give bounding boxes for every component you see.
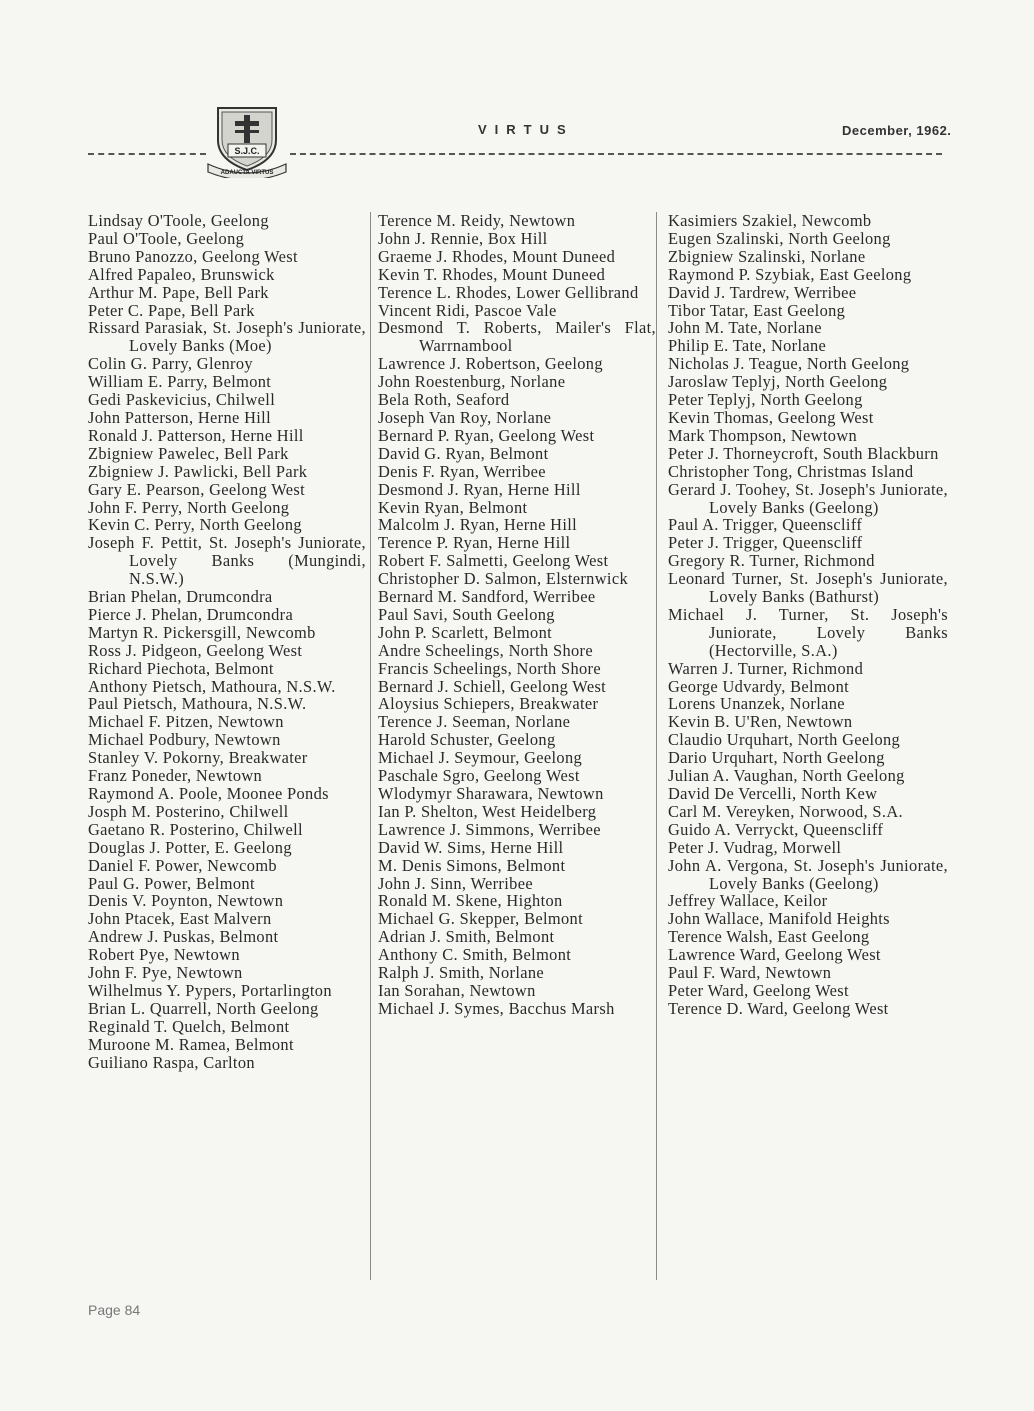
list-item: Graeme J. Rhodes, Mount Duneed (378, 246, 616, 266)
list-item: Desmond J. Ryan, Herne Hill (378, 479, 581, 499)
magazine-title: VIRTUS (478, 122, 574, 137)
list-item: Jaroslaw Teplyj, North Geelong (668, 372, 888, 392)
list-item: Colin G. Parry, Glenroy (88, 354, 253, 374)
list-item: John J. Rennie, Box Hill (378, 228, 548, 248)
list-item: Michael F. Pitzen, Newtown (88, 712, 284, 732)
list-item: Francis Scheelings, North Shore (378, 658, 601, 678)
list-item: Tibor Tatar, East Geelong (668, 300, 846, 320)
list-item: Zbigniew Pawelec, Bell Park (88, 443, 289, 463)
list-item: Ronald J. Patterson, Herne Hill (88, 425, 304, 445)
list-item: Gaetano R. Posterino, Chilwell (88, 819, 303, 839)
list-item: Paul Pietsch, Mathoura, N.S.W. (88, 694, 307, 714)
list-item: Dario Urquhart, North Geelong (668, 748, 885, 768)
list-item: Robert F. Salmetti, Geelong West (378, 551, 609, 571)
list-item: Zbigniew J. Pawlicki, Bell Park (88, 461, 308, 481)
list-item: Paul Savi, South Geelong (378, 604, 555, 624)
list-item: Raymond A. Poole, Moonee Ponds (88, 784, 329, 803)
list-item: Christopher Tong, Christmas Island (668, 461, 914, 481)
list-item: Michael J. Symes, Bacchus Marsh (378, 998, 615, 1018)
list-item: Anthony Pietsch, Mathoura, N.S.W. (88, 676, 336, 696)
list-item: Wilhelmus Y. Pypers, Portarlington (88, 980, 332, 1000)
list-item: Kasimiers Szakiel, Newcomb (668, 211, 872, 230)
list-item: Rissard Parasiak, St. Joseph's Juniorate, Lovely Banks (Moe) (88, 318, 366, 356)
list-item: John Ptacek, East Malvern (88, 909, 272, 929)
list-item: Lawrence J. Simmons, Werribee (378, 819, 601, 839)
list-item: David W. Sims, Herne Hill (378, 837, 564, 857)
list-item: Michael J. Turner, St. Joseph's Juniorate, Lovely Banks (Hectorville, S.A.) (668, 604, 948, 660)
list-item: Daniel F. Power, Newcomb (88, 855, 277, 875)
list-item: Joseph Van Roy, Norlane (378, 407, 552, 427)
list-item: Bernard P. Ryan, Geelong West (378, 425, 595, 445)
list-item: Paul O'Toole, Geelong (88, 228, 245, 248)
page-number: Page 84 (88, 1302, 141, 1318)
list-item: Bernard J. Schiell, Geelong West (378, 676, 607, 696)
list-item: Bernard M. Sandford, Werribee (378, 587, 596, 607)
list-item: Warren J. Turner, Richmond (668, 658, 864, 678)
list-item: Kevin C. Perry, North Geelong (88, 515, 302, 535)
list-item: Brian L. Quarrell, North Geelong (88, 998, 319, 1018)
list-item: Guido A. Verryckt, Queenscliff (668, 819, 884, 839)
list-item: George Udvardy, Belmont (668, 676, 850, 696)
list-item: Terence J. Seeman, Norlane (378, 712, 571, 732)
list-item: Lawrence J. Robertson, Geelong (378, 354, 603, 374)
list-item: Vincent Ridi, Pascoe Vale (378, 300, 557, 320)
list-item: William E. Parry, Belmont (88, 372, 272, 392)
list-item: Nicholas J. Teague, North Geelong (668, 354, 910, 374)
list-item: Terence Walsh, East Geelong (668, 927, 870, 947)
name-column-2 (378, 212, 656, 1018)
list-item: John M. Tate, Norlane (668, 318, 822, 338)
list-item: Guiliano Raspa, Carlton (88, 1052, 255, 1072)
list-item: Richard Piechota, Belmont (88, 658, 274, 678)
list-item: Brian Phelan, Drumcondra (88, 587, 273, 607)
list-item: Bruno Panozzo, Geelong West (88, 246, 298, 266)
list-item: Zbigniew Szalinski, Norlane (668, 246, 866, 266)
list-item: Terence P. Ryan, Herne Hill (378, 533, 571, 553)
list-item: John F. Pye, Newtown (88, 963, 243, 983)
list-item: John Roestenburg, Norlane (378, 372, 566, 392)
list-item: Ian Sorahan, Newtown (378, 980, 536, 1000)
header-rule-left (88, 153, 206, 155)
list-item: Raymond P. Szybiak, East Geelong (668, 264, 912, 284)
list-item: Ian P. Shelton, West Heidelberg (378, 801, 597, 821)
list-item: Gary E. Pearson, Geelong West (88, 479, 306, 499)
list-item: Ralph J. Smith, Norlane (378, 963, 545, 983)
list-item: John A. Vergona, St. Joseph's Juniorate, Lovely Banks (Geelong) (668, 855, 948, 893)
list-item: M. Denis Simons, Belmont (378, 855, 566, 875)
list-item: Peter J. Thorneycroft, South Blackburn (668, 443, 939, 463)
list-item: John P. Scarlett, Belmont (378, 622, 553, 642)
list-item: Paschale Sgro, Geelong West (378, 766, 580, 786)
list-item: Ross J. Pidgeon, Geelong West (88, 640, 303, 660)
list-item: Andrew J. Puskas, Belmont (88, 927, 279, 947)
list-item: John J. Sinn, Werribee (378, 873, 533, 893)
list-item: Martyn R. Pickersgill, Newcomb (88, 622, 316, 642)
list-item: Paul A. Trigger, Queenscliff (668, 515, 863, 535)
list-item: Terence D. Ward, Geelong West (668, 998, 889, 1018)
list-item: John Wallace, Manifold Heights (668, 909, 890, 929)
list-item: Pierce J. Phelan, Drumcondra (88, 604, 294, 624)
list-item: Andre Scheelings, North Shore (378, 640, 593, 660)
list-item: Terence L. Rhodes, Lower Gellibrand (378, 282, 639, 302)
name-column-1 (88, 212, 366, 1072)
list-item: Robert Pye, Newtown (88, 945, 240, 965)
list-item: Mark Thompson, Newtown (668, 425, 858, 445)
list-item: Malcolm J. Ryan, Herne Hill (378, 515, 578, 535)
list-item: Terence M. Reidy, Newtown (378, 211, 576, 230)
list-item: Lorens Unanzek, Norlane (668, 694, 845, 714)
list-item: Aloysius Schiepers, Breakwater (378, 694, 599, 714)
list-item: Peter J. Vudrag, Morwell (668, 837, 842, 857)
list-item: Eugen Szalinski, North Geelong (668, 228, 891, 248)
list-item: John Patterson, Herne Hill (88, 407, 271, 427)
list-item: David G. Ryan, Belmont (378, 443, 549, 463)
school-crest-icon (204, 104, 290, 178)
list-item: Lawrence Ward, Geelong West (668, 945, 881, 965)
list-item: Joseph F. Pettit, St. Joseph's Juniorate, Lovely Banks (Mungindi, N.S.W.) (88, 533, 366, 589)
column-divider (370, 212, 371, 1280)
list-item: Reginald T. Quelch, Belmont (88, 1016, 290, 1036)
list-item: Muroone M. Ramea, Belmont (88, 1034, 294, 1054)
crest-motto: ADAUCTA VIRTUS (220, 170, 274, 176)
list-item: Denis F. Ryan, Werribee (378, 461, 546, 481)
list-item: Kevin Ryan, Belmont (378, 497, 528, 517)
list-item: Josph M. Posterino, Chilwell (88, 801, 289, 821)
list-item: John F. Perry, North Geelong (88, 497, 290, 517)
list-item: Douglas J. Potter, E. Geelong (88, 837, 292, 857)
list-item: Paul F. Ward, Newtown (668, 963, 832, 983)
issue-date: December, 1962. (842, 123, 952, 138)
list-item: Michael Podbury, Newtown (88, 730, 281, 750)
list-item: Gedi Paskevicius, Chilwell (88, 390, 276, 410)
page-header (0, 0, 1034, 200)
list-item: Wlodymyr Sharawara, Newtown (378, 784, 604, 803)
list-item: Michael G. Skepper, Belmont (378, 909, 583, 929)
list-item: Kevin T. Rhodes, Mount Duneed (378, 264, 606, 284)
name-column-3 (668, 212, 948, 1018)
list-item: Bela Roth, Seaford (378, 390, 510, 410)
list-item: Harold Schuster, Geelong (378, 730, 556, 750)
column-divider (656, 212, 657, 1280)
list-item: Desmond T. Roberts, Mailer's Flat, Warrnambool (378, 318, 656, 356)
list-item: Claudio Urquhart, North Geelong (668, 730, 901, 750)
list-item: Michael J. Seymour, Geelong (378, 748, 583, 768)
list-item: Arthur M. Pape, Bell Park (88, 282, 269, 302)
list-item: Gerard J. Toohey, St. Joseph's Juniorate, Lovely Banks (Geelong) (668, 479, 948, 517)
list-item: Christopher D. Salmon, Elsternwick (378, 569, 628, 589)
list-item: David J. Tardrew, Werribee (668, 282, 857, 302)
list-item: Lindsay O'Toole, Geelong (88, 211, 269, 230)
list-item: Peter Ward, Geelong West (668, 980, 849, 1000)
list-item: Paul G. Power, Belmont (88, 873, 255, 893)
list-item: Denis V. Poynton, Newtown (88, 891, 284, 911)
list-item: Peter C. Pape, Bell Park (88, 300, 255, 320)
list-item: Franz Poneder, Newtown (88, 766, 263, 786)
list-item: Carl M. Vereyken, Norwood, S.A. (668, 801, 903, 821)
list-item: David De Vercelli, North Kew (668, 784, 878, 803)
list-item: Stanley V. Pokorny, Breakwater (88, 748, 308, 768)
list-item: Jeffrey Wallace, Keilor (668, 891, 828, 911)
list-item: Leonard Turner, St. Joseph's Juniorate, Lovely Banks (Bathurst) (668, 569, 948, 607)
list-item: Philip E. Tate, Norlane (668, 336, 827, 356)
list-item: Kevin Thomas, Geelong West (668, 407, 874, 427)
crest-initials: S.J.C. (234, 146, 260, 156)
list-item: Alfred Papaleo, Brunswick (88, 264, 275, 284)
list-item: Julian A. Vaughan, North Geelong (668, 766, 905, 786)
list-item: Gregory R. Turner, Richmond (668, 551, 875, 571)
list-item: Peter Teplyj, North Geelong (668, 390, 863, 410)
header-rule-right (290, 153, 942, 155)
list-item: Peter J. Trigger, Queenscliff (668, 533, 863, 553)
list-item: Adrian J. Smith, Belmont (378, 927, 555, 947)
list-item: Kevin B. U'Ren, Newtown (668, 712, 853, 732)
list-item: Anthony C. Smith, Belmont (378, 945, 572, 965)
list-item: Ronald M. Skene, Highton (378, 891, 563, 911)
